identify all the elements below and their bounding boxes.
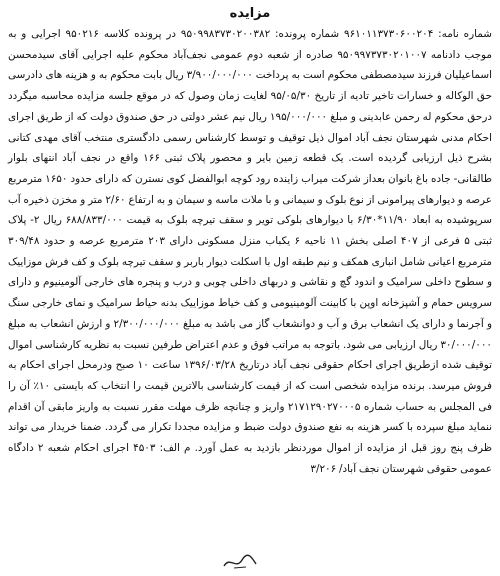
notice-body-text: شماره نامه: ۹۶۱۰۱۱۳۷۳۰۶۰۰۲۰۴ شماره پرونده: ۹۵۰۹۹۸۳۷۳۰۲۰۰۳۸۲ در پرونده کلاسه ۹۵۰۲۱۶ اجرایی و به موجب دادنامه ۹۵۰۹۹۷۳۷۳۰۲۰۱۰۰۷ صادره از شعبه دوم عمومی نجف‌آباد محکوم علیه اجرایی آقای سیدمحسن اسماعیلیان فرزند سیدمصطفی محکوم است به پرداخت ۳/۹۰۰/۰۰۰/۰۰۰ ریال بابت محکوم به و هزینه های دادرسی حق الوکاله و خسارات تاخیر تادیه از تاریخ ۹۵/۰۵/۳۰ لغایت زمان وصول که در موقع جلسه مزایده محاسبه میگردد درحق محکوم له رحمن عابدینی و مبلغ ۱۹۵/۰۰۰/۰۰۰ ریال نیم عشر دولتی در حق صندوق دولت که از طریق اجرای احکام مدنی شهرستان نجف آباد اموال ذیل توقیف و توسط کارشناس رسمی دادگستری منتخب آقای مهدی کتانی بشرح ذیل ارزیابی گردیده است. یک قطعه زمین بایر و محصور پلاک ثبتی ۱۶۶ واقع در نجف آباد انتهای بلوار طالقانی- جاده باغ بانوان بعداز شرکت میراب زاینده رود کوچه ابوالفضل کوی نسترن که دارای حدود ۱۶۵۰ مترمربع عرصه و دیوارهای پیرامونی از نوع بلوک و سیمانی و با ملات ماسه و سیمان و به ارتفاع ۲/۶۰ متر و مخزن ذخیره آب سرپوشیده به ابعاد ۱۱/۹۰*۶/۳۰ با دیوارهای بلوکی تویر و سقف تیرچه بلوک به قیمت ۶۸۸/۸۳۳/۰۰۰ ریال ۲- پلاک ثبتی ۵ فرعی از ۴۰۷ اصلی بخش ۱۱ ناحیه ۶ یکباب منزل مسکونی دارای ۲۰۳ مترمربع عرصه و حدود ۳۰۹/۴۸ مترمربع اعیانی شامل انباری همکف و نیم طبقه اول با اسکلت دیوار باربر و سقف تیرچه بلوک و کف فرش موزاییک و سطوح داخلی سرامیک و اندود گچ و نقاشی و دربهای داخلی چوبی و درب و پنجره های خارجی آلومینیوم و دارای سرویس حمام و آشپزخانه اوپن با کابینت آلومینیومی و کف خیاط موزاییک بدنه حیاط سرامیک و نمای خارجی سنگ و آجرنما و دارای یک انشعاب برق و آب و دوانشعاب گاز می باشد به مبلغ ۲/۳۰۰/۰۰۰/۰۰۰ و ارزش انشعاب به مبلغ ۳۰/۰۰۰/۰۰۰ ریال ارزیابی می شود. باتوجه به مراتب فوق و عدم اعتراض طرفین نسبت به نظریه کارشناسی اموال توقیف شده ازطریق اجرای احکام حقوقی نجف آباد درتاریخ ۱۳۹۶/۰۳/۲۸ ساعت ۱۰ صبح ودرمحل اجرای احکام به فروش میرسد. برنده مزایده شخصی است که از قیمت کارشناسی بالاترین قیمت را انتخاب که بایستی ۱۰٪ آن را فی المجلس به حساب شماره ۲۱۷۱۲۹۰۲۷۰۰۰۵ واریز و چنانچه ظرف مهلت مقرر نسبت به واریز مابقی آن اقدام ننماید مبلغ سپرده با کسر هزینه به نفع صندوق دولت ضبط و مزایده مجددا تکرار می گردد. ضمنا خریدار می تواند ظرف پنج روز قبل از مزایده از اموال موردنظر بازدید به عمل آورد. م الف: ۴۵۰۳ اجرای احکام شعبه ۲ دادگاه عمومی حقوقی شهرستان نجف آباد/ ۳/۲۰۶ — [8, 28, 493, 475]
signature-mark — [220, 552, 260, 572]
notice-title: مزایده — [229, 6, 271, 21]
auction-notice — [8, 0, 492, 576]
